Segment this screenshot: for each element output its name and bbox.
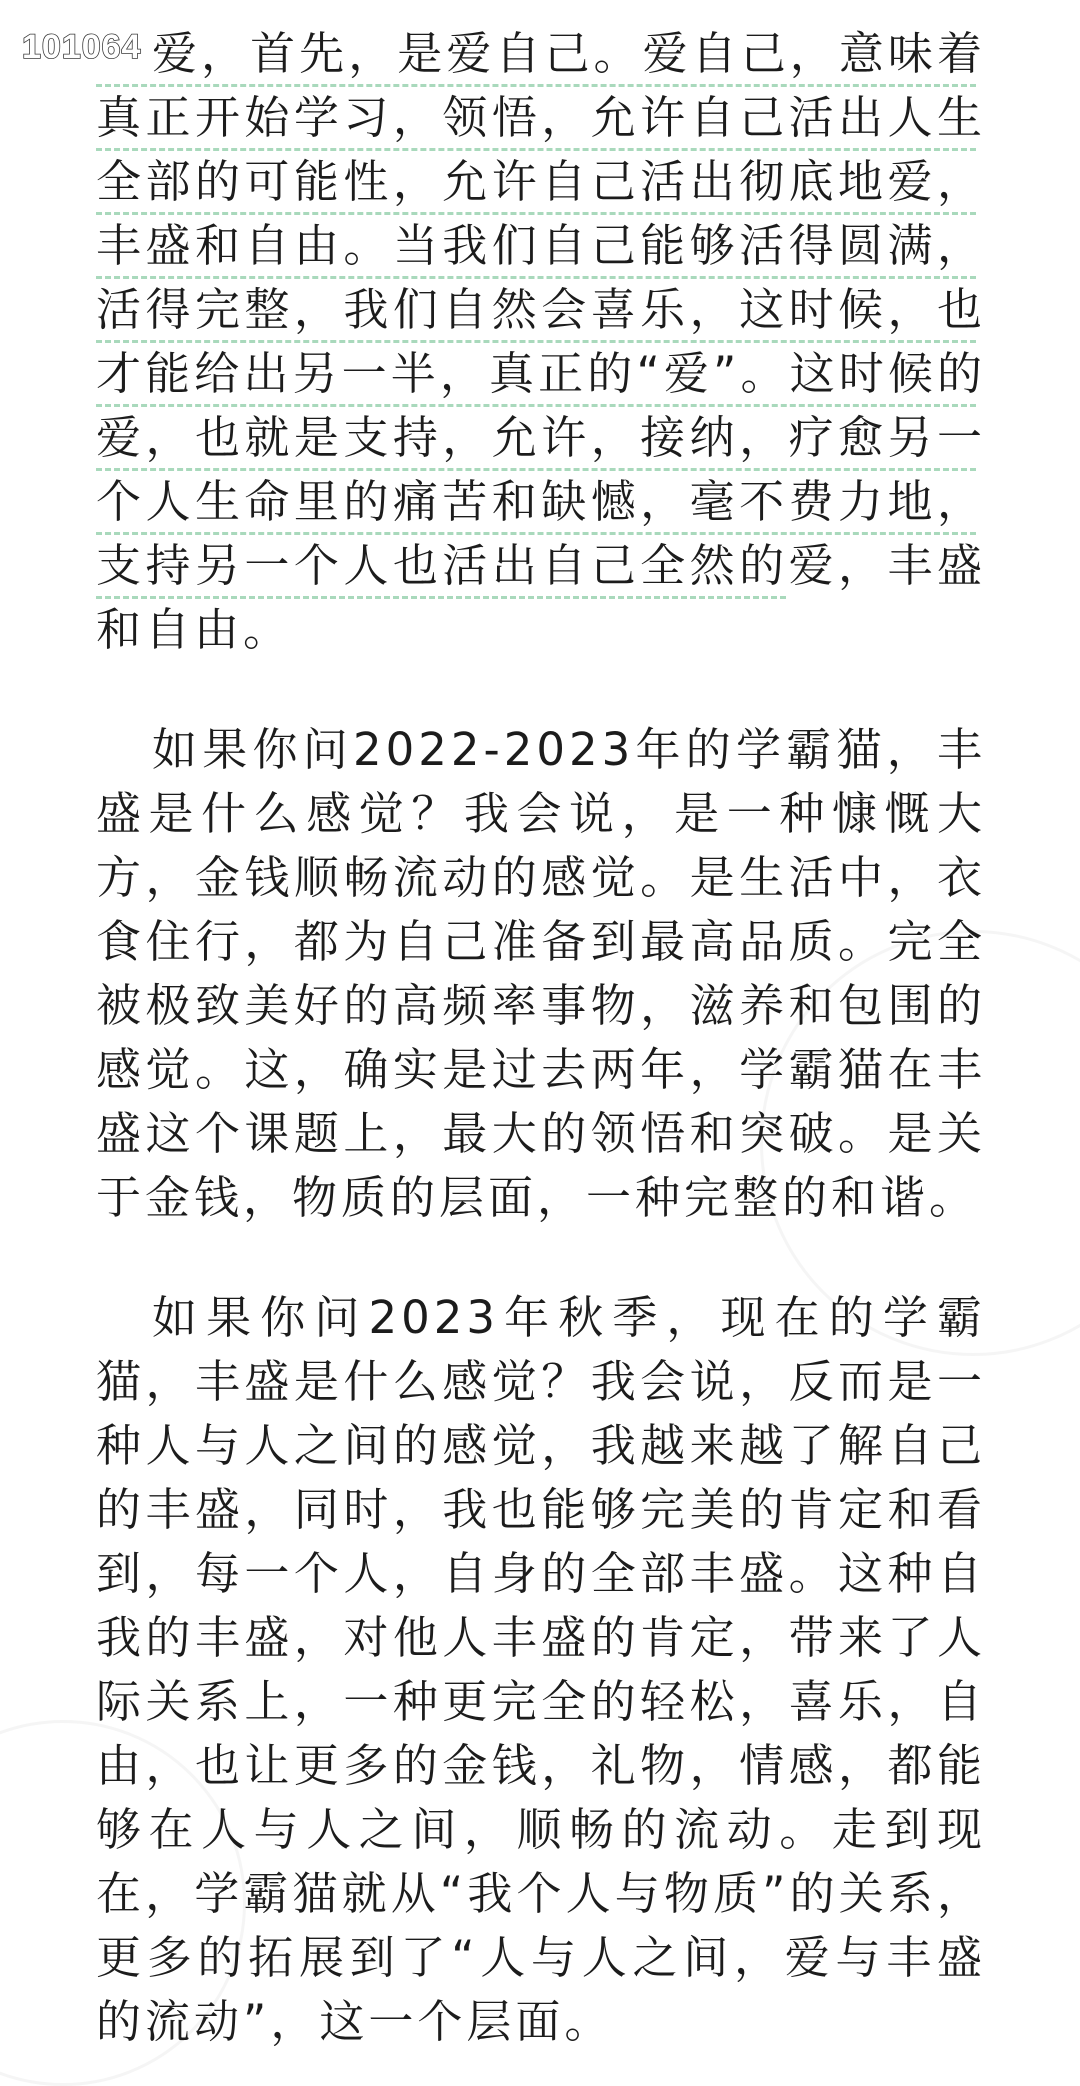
paragraph-spacer — [96, 662, 986, 718]
article — [96, 22, 986, 2054]
highlighted-paragraph-block — [96, 22, 986, 662]
paragraph-3: 如果你问2023年秋季，现在的学霸猫，丰盛是什么感觉？我会说，反而是一种人与人之间的感觉，我越来越了解自己的丰盛，同时，我也能够完美的肯定和看到，每一个人，自身的全部丰盛。这种自我的丰盛，对他人丰盛的肯定，带来了人际关系上，一种更完全的轻松，喜乐，自由，也让更多的金钱，礼物，情感，都能够在人与人之间，顺畅的流动。走到现在，学霸猫就从“我个人与物质”的关系，更多的拓展到了“人与人之间，爱与丰盛的流动”，这一个层面。 — [96, 1291, 986, 2048]
paragraph-1: 爱，首先，是爱自己。爱自己，意味着真正开始学习，领悟，允许自己活出人生全部的可能性，允许自己活出彻底地爱，丰盛和自由。当我们自己能够活得圆满，活得完整，我们自然会喜乐，这时候，也才能给出另一半，真正的“爱”。这时候的爱，也就是支持，允许，接纳，疗愈另一个人生命里的痛苦和缺憾，毫不费力地，支持另一个人也活出自己全然的爱，丰盛和自由。 — [96, 27, 986, 656]
watermark-id: 101064 — [22, 28, 142, 66]
paragraph-2: 如果你问2022-2023年的学霸猫，丰盛是什么感觉？我会说，是一种慷慨大方，金钱顺畅流动的感觉。是生活中，衣食住行，都为自己准备到最高品质。完全被极致美好的高频率事物，滋养和包围的感觉。这，确实是过去两年，学霸猫在丰盛这个课题上，最大的领悟和突破。是关于金钱，物质的层面，一种完整的和谐。 — [96, 723, 986, 1224]
paragraph-spacer — [96, 1230, 986, 1286]
